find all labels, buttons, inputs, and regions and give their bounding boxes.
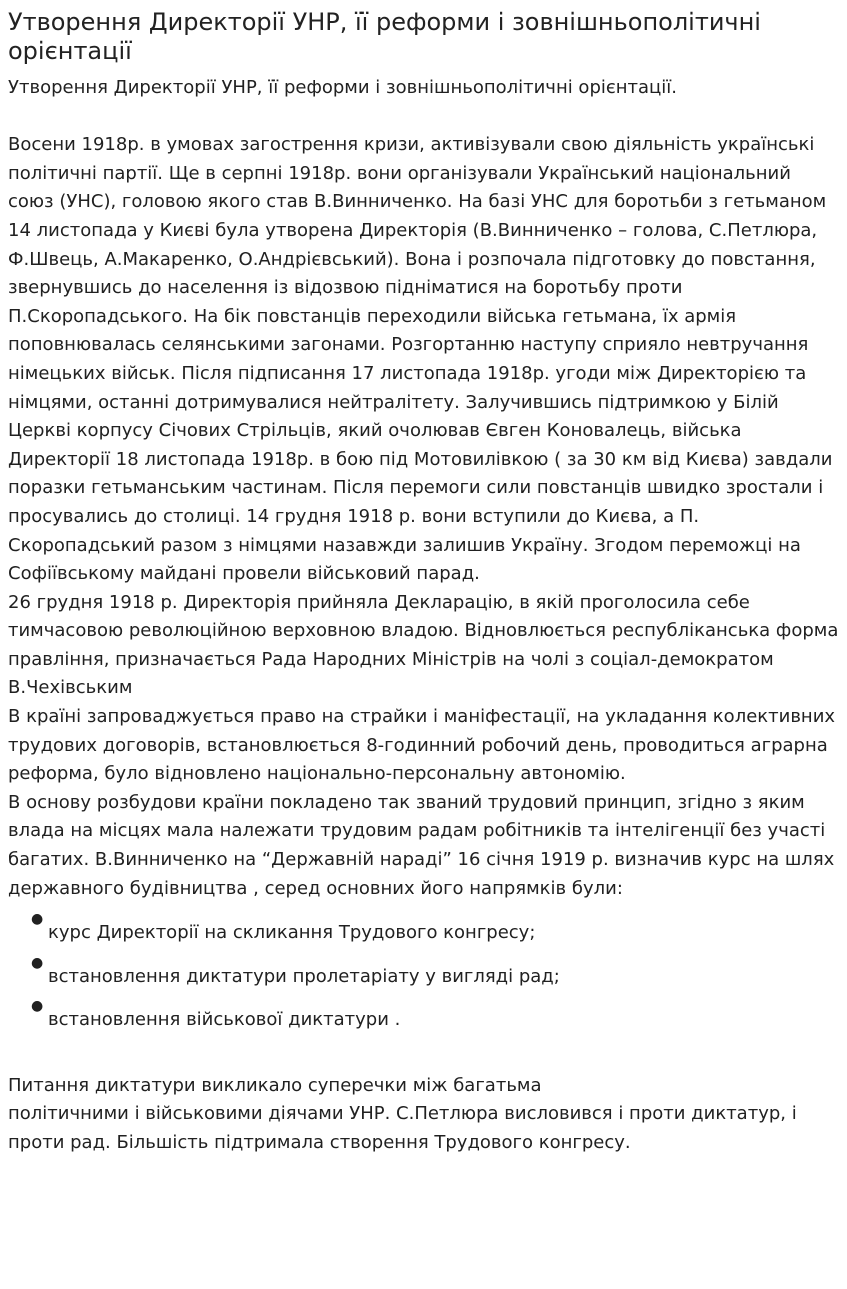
blank-line	[8, 103, 839, 132]
directions-list	[8, 911, 839, 1034]
list-item	[31, 911, 839, 948]
closing-line: Питання диктатури викликало суперечки між багатьма	[8, 1074, 542, 1096]
bullet-icon: ●	[31, 911, 44, 928]
paragraph-declaration: 26 грудня 1918 р. Директорія прийняла Декларацію, в якій проголосила себе тимчасовою революційною верховною владою. Відновлюється республіканська форма правління, призначається Рада Народних Міністрів на чолі з соціал-демократом В.Чехівським	[8, 591, 839, 699]
article-subtitle: Утворення Директорії УНР, її реформи і зовнішньополітичні орієнтації.	[8, 77, 678, 98]
paragraph-labour-principle: В основу розбудови країни покладено так званий трудовий принцип, згідно з яким влада на місцях мала належати трудовим радам робітників та інтелігенції без участі багатих. В.Винниченко на “Державній нараді” 16 січня 1919 р. визначив курс на шлях державного будівництва , серед основних його напрямків були:	[8, 791, 835, 899]
list-item-text: встановлення військової диктатури .	[48, 1009, 401, 1030]
bullet-icon: ●	[31, 998, 44, 1014]
list-item	[31, 954, 839, 992]
list-item-text: курс Директорії на скликання Трудового конгресу;	[48, 922, 536, 944]
list-item	[31, 998, 839, 1035]
paragraph-uprising: Восени 1918р. в умовах загострення кризи, активізували свою діяльність українські політичні партії. Ще в серпні 1918р. вони організували Український національний союз (УНС), головою якого став В.Винниченко. На базі УНС для боротьби з гетьманом 14 листопада у Києві була утворена Директорія (В.Винниченко – голова, С.Петлюра, Ф.Швець, А.Макаренко, О.Андрієвський). Вона і розпочала підготовку до повстання, звернувшись до населення із відозвою підніматися на боротьбу проти П.Скоропадського. На бік повстанців переходили війська гетьмана, їх армія поповнювалась селянськими загонами. Розгортанню наступу сприяло невтручання німецьких військ. Після підписання 17 листопада 1918р. угоди між Директорією та німцями, останні дотримувалися нейтралітету. Залучившись підтримкою у Білій Церкві корпусу Січових Стрільців, який очолював Євген Коновалець, війська Директорії 18 листопада 1918р. в бою під Мотовилівкою ( за 30 км від Києва) завдали поразки гетьманським частинам. Після перемоги сили повстанців швидко зростали і просувались до столиці. 14 грудня 1918 р. вони вступили до Києва, а П. Скоропадський разом з німцями назавжди залишив Україну. Згодом переможці на Софіївському майдані провели військовий парад.	[8, 134, 833, 585]
list-item-text: встановлення диктатури пролетаріату у вигляді рад;	[48, 965, 560, 987]
closing-line: політичними і військовими діячами УНР. С.Петлюра висловився і проти диктатур, і проти рад. Більшість підтримала створення Трудового конгресу.	[8, 1103, 797, 1153]
bullet-icon: ●	[31, 954, 44, 971]
closing-paragraph	[8, 1072, 839, 1158]
paragraph-reforms: В країні запроваджується право на страйки і маніфестації, на укладання колективних трудових договорів, встановлюється 8-годинний робочий день, проводиться аграрна реформа, було відновлено національно-персональну автономію.	[8, 706, 836, 785]
page-title: Утворення Директорії УНР, її реформи і зовнішньополітичні орієнтації	[8, 8, 761, 65]
article-body	[8, 131, 839, 903]
